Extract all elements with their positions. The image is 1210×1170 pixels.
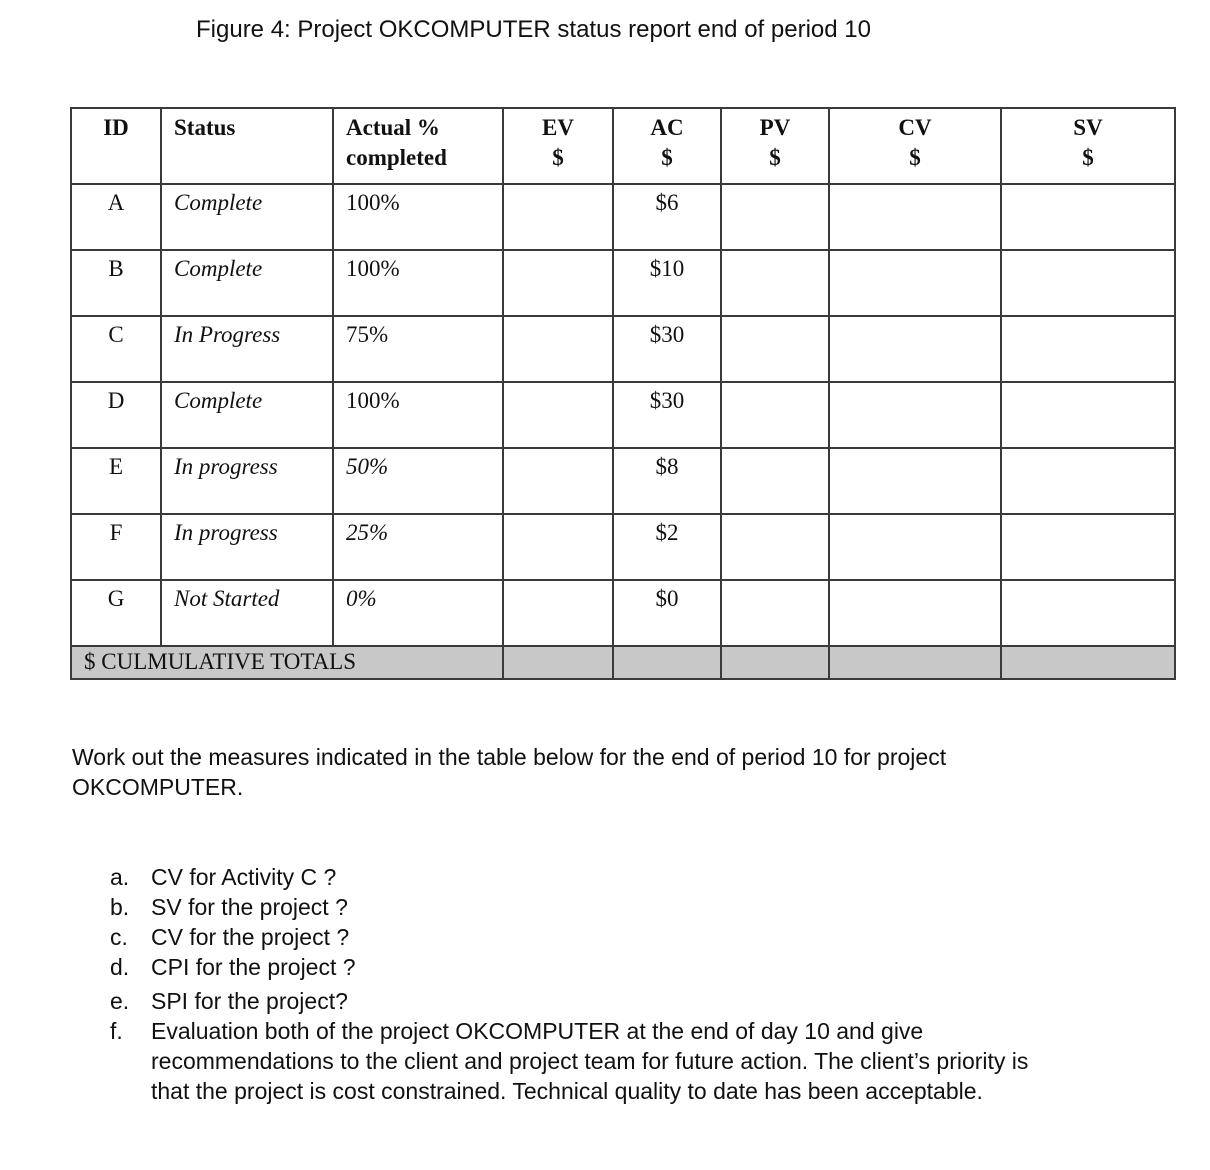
cell-status: In Progress <box>161 316 333 382</box>
totals-label: $ CULMULATIVE TOTALS <box>71 646 503 679</box>
question-item <box>110 986 1060 1016</box>
cell-ev <box>503 382 613 448</box>
cell-ev <box>503 184 613 250</box>
header-pv-unit: $ <box>769 145 781 170</box>
cell-actual: 100% <box>333 250 503 316</box>
cell-pv <box>721 580 829 646</box>
cell-sv <box>1001 514 1175 580</box>
header-ev-unit: $ <box>552 145 564 170</box>
cell-ac: $2 <box>613 514 721 580</box>
cell-id: E <box>71 448 161 514</box>
total-cv <box>829 646 1001 679</box>
table-row <box>71 382 1175 448</box>
header-ev-label: EV <box>542 115 574 140</box>
cell-id: C <box>71 316 161 382</box>
cell-cv <box>829 580 1001 646</box>
question-list <box>110 862 1060 1106</box>
cell-actual: 100% <box>333 184 503 250</box>
total-pv <box>721 646 829 679</box>
cell-ev <box>503 250 613 316</box>
cell-actual: 75% <box>333 316 503 382</box>
cell-pv <box>721 184 829 250</box>
cell-ev <box>503 448 613 514</box>
cell-id: F <box>71 514 161 580</box>
question-text: SPI for the project? <box>151 988 348 1014</box>
header-status: Status <box>161 108 333 184</box>
cell-actual: 100% <box>333 382 503 448</box>
cell-sv <box>1001 316 1175 382</box>
question-item <box>110 862 1060 892</box>
totals-row <box>71 646 1175 679</box>
header-pv <box>721 108 829 184</box>
cell-pv <box>721 514 829 580</box>
cell-sv <box>1001 250 1175 316</box>
header-id: ID <box>71 108 161 184</box>
cell-cv <box>829 382 1001 448</box>
cell-status: Complete <box>161 250 333 316</box>
cell-status: Complete <box>161 184 333 250</box>
question-marker: d. <box>110 954 130 980</box>
question-item <box>110 922 1060 952</box>
table-header-row <box>71 108 1175 184</box>
header-sv-unit: $ <box>1082 145 1094 170</box>
cell-ac: $0 <box>613 580 721 646</box>
cell-sv <box>1001 448 1175 514</box>
cell-pv <box>721 382 829 448</box>
cell-pv <box>721 250 829 316</box>
question-text: CPI for the project ? <box>151 954 356 980</box>
header-sv-label: SV <box>1073 115 1103 140</box>
cell-ac: $10 <box>613 250 721 316</box>
question-text: SV for the project ? <box>151 894 348 920</box>
question-text: CV for Activity C ? <box>151 864 337 890</box>
cell-status: In progress <box>161 448 333 514</box>
cell-pv <box>721 448 829 514</box>
question-marker: b. <box>110 894 130 920</box>
cell-ac: $30 <box>613 382 721 448</box>
cell-sv <box>1001 580 1175 646</box>
header-actual-line1: Actual % <box>346 115 440 140</box>
header-ev <box>503 108 613 184</box>
cell-ev <box>503 580 613 646</box>
table-row <box>71 316 1175 382</box>
header-cv-label: CV <box>898 115 932 140</box>
cell-id: A <box>71 184 161 250</box>
question-item <box>110 1016 1060 1106</box>
cell-sv <box>1001 382 1175 448</box>
cell-ac: $6 <box>613 184 721 250</box>
question-text: Evaluation both of the project OKCOMPUTER at the end of day 10 and give recommendations to the client and project team for future action. The client’s priority is that the project is cost constrained. Technical quality to date has been acceptable. <box>151 1018 1029 1104</box>
question-item <box>110 952 1060 982</box>
header-actual-line2: completed <box>346 145 447 170</box>
cell-ac: $30 <box>613 316 721 382</box>
question-marker: e. <box>110 988 130 1014</box>
header-actual-completed <box>333 108 503 184</box>
cell-cv <box>829 184 1001 250</box>
cell-id: B <box>71 250 161 316</box>
cell-cv <box>829 250 1001 316</box>
question-marker: a. <box>110 864 130 890</box>
cell-actual: 0% <box>333 580 503 646</box>
table-row <box>71 448 1175 514</box>
total-ev <box>503 646 613 679</box>
table-row <box>71 514 1175 580</box>
table-row <box>71 184 1175 250</box>
instructions-text: Work out the measures indicated in the table below for the end of period 10 for project OKCOMPUTER. <box>72 744 947 800</box>
cell-cv <box>829 316 1001 382</box>
cell-sv <box>1001 184 1175 250</box>
total-sv <box>1001 646 1175 679</box>
cell-status: In progress <box>161 514 333 580</box>
cell-ac: $8 <box>613 448 721 514</box>
header-cv <box>829 108 1001 184</box>
table-row <box>71 250 1175 316</box>
status-report-table <box>70 107 1176 680</box>
header-pv-label: PV <box>759 115 791 140</box>
cell-cv <box>829 514 1001 580</box>
figure-title: Figure 4: Project OKCOMPUTER status report end of period 10 <box>196 16 871 43</box>
header-ac-label: AC <box>650 115 684 140</box>
cell-actual: 50% <box>333 448 503 514</box>
cell-cv <box>829 448 1001 514</box>
header-ac <box>613 108 721 184</box>
cell-status: Complete <box>161 382 333 448</box>
cell-status: Not Started <box>161 580 333 646</box>
question-item <box>110 892 1060 922</box>
cell-ev <box>503 316 613 382</box>
cell-ev <box>503 514 613 580</box>
header-sv <box>1001 108 1175 184</box>
question-text: CV for the project ? <box>151 924 350 950</box>
header-cv-unit: $ <box>909 145 921 170</box>
header-ac-unit: $ <box>661 145 673 170</box>
cell-id: D <box>71 382 161 448</box>
cell-id: G <box>71 580 161 646</box>
question-marker: f. <box>110 1018 123 1044</box>
cell-actual: 25% <box>333 514 503 580</box>
total-ac <box>613 646 721 679</box>
table-row <box>71 580 1175 646</box>
cell-pv <box>721 316 829 382</box>
question-marker: c. <box>110 924 128 950</box>
